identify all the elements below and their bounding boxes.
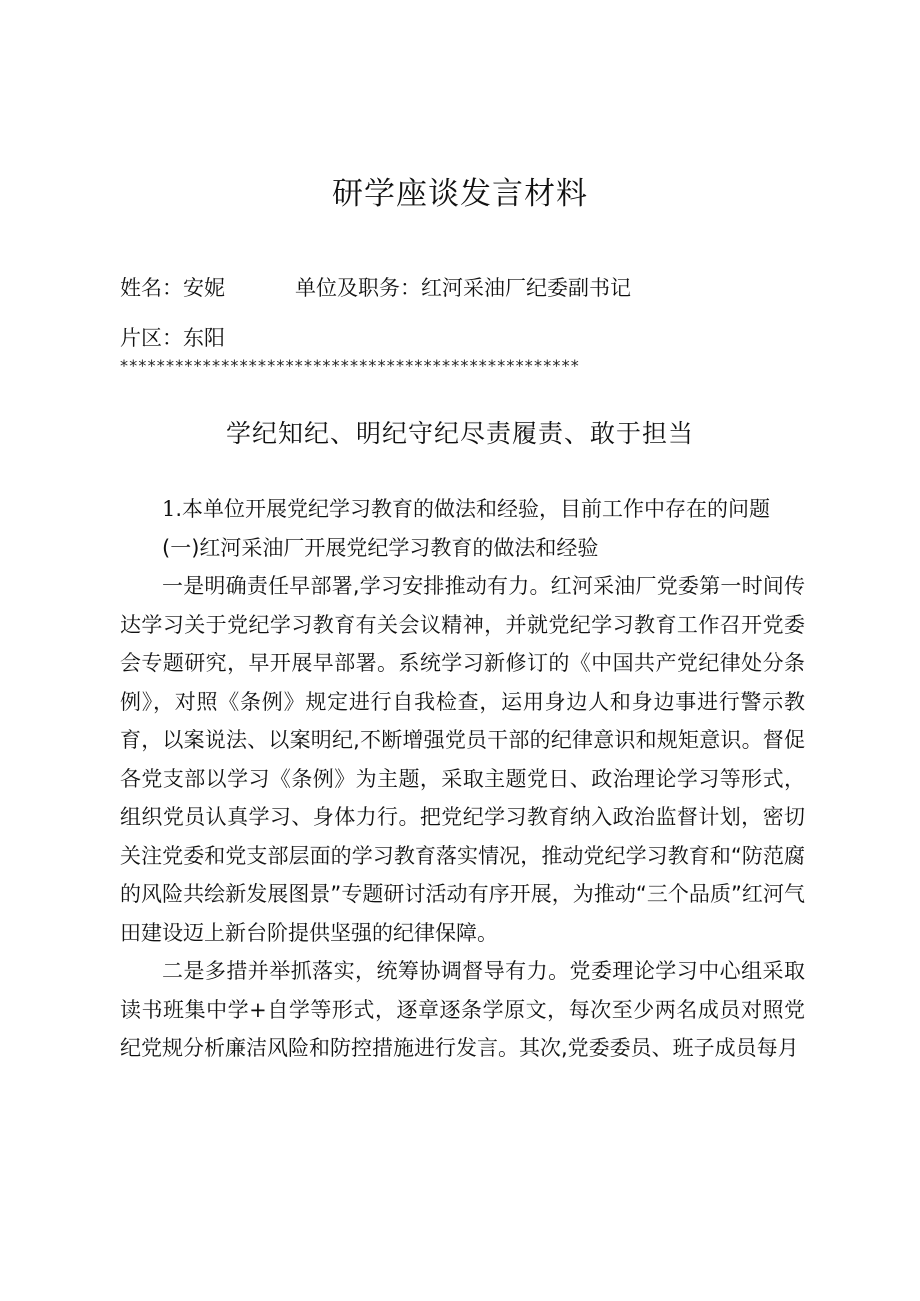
document-subtitle: 学纪知纪、明纪守纪尽责履责、敢于担当	[225, 419, 694, 448]
body-paragraph: 二是多措并举抓落实，统筹协调督导有力。党委理论学习中心组采取读书班集中学+自学等形式，逐章逐条学原文，每次至少两名成员对照党纪党规分析廉洁风险和防控措施进行发言。其次,党委委员、班子成员每月	[120, 959, 805, 1060]
subsection-heading: (一)红河采油厂开展党纪学习教育的做法和经验	[162, 535, 599, 560]
section-heading	[120, 490, 805, 529]
document-title: 研学座谈发言材料	[332, 176, 588, 212]
district-row	[120, 322, 225, 352]
name-field: 姓名：安妮	[120, 276, 225, 300]
unit-position-field: 单位及职务：红河采油厂纪委副书记	[295, 276, 631, 300]
section-number: 1	[162, 497, 176, 521]
separator-line: **************************************************	[120, 356, 580, 375]
document-body	[120, 490, 805, 1068]
author-info-row	[120, 272, 631, 302]
body-paragraph: 一是明确责任早部署,学习安排推动有力。红河采油厂党委第一时间传达学习关于党纪学习教育有关会议精神，并就党纪学习教育工作召开党委会专题研究，早开展早部署。系统学习新修订的《中国共产党纪律处分条例》，对照《条例》规定进行自我检查，运用身边人和身边事进行警示教育，以案说法、以案明纪,不断增强党员干部的纪律意识和规矩意识。督促各党支部以学习《条例》为主题，采取主题党日、政治理论学习等形式，组织党员认真学习、身体力行。把党纪学习教育纳入政治监督计划，密切关注党委和党支部层面的学习教育落实情况，推动党纪学习教育和“防范腐的风险共绘新发展图景”专题研讨活动有序开展，为推动“三个品质”红河气田建设迈上新台阶提供坚强的纪律保障。	[120, 574, 805, 945]
section-heading-text: .本单位开展党纪学习教育的做法和经验，目前工作中存在的问题	[175, 497, 771, 521]
district-field: 片区：东阳	[120, 326, 225, 350]
